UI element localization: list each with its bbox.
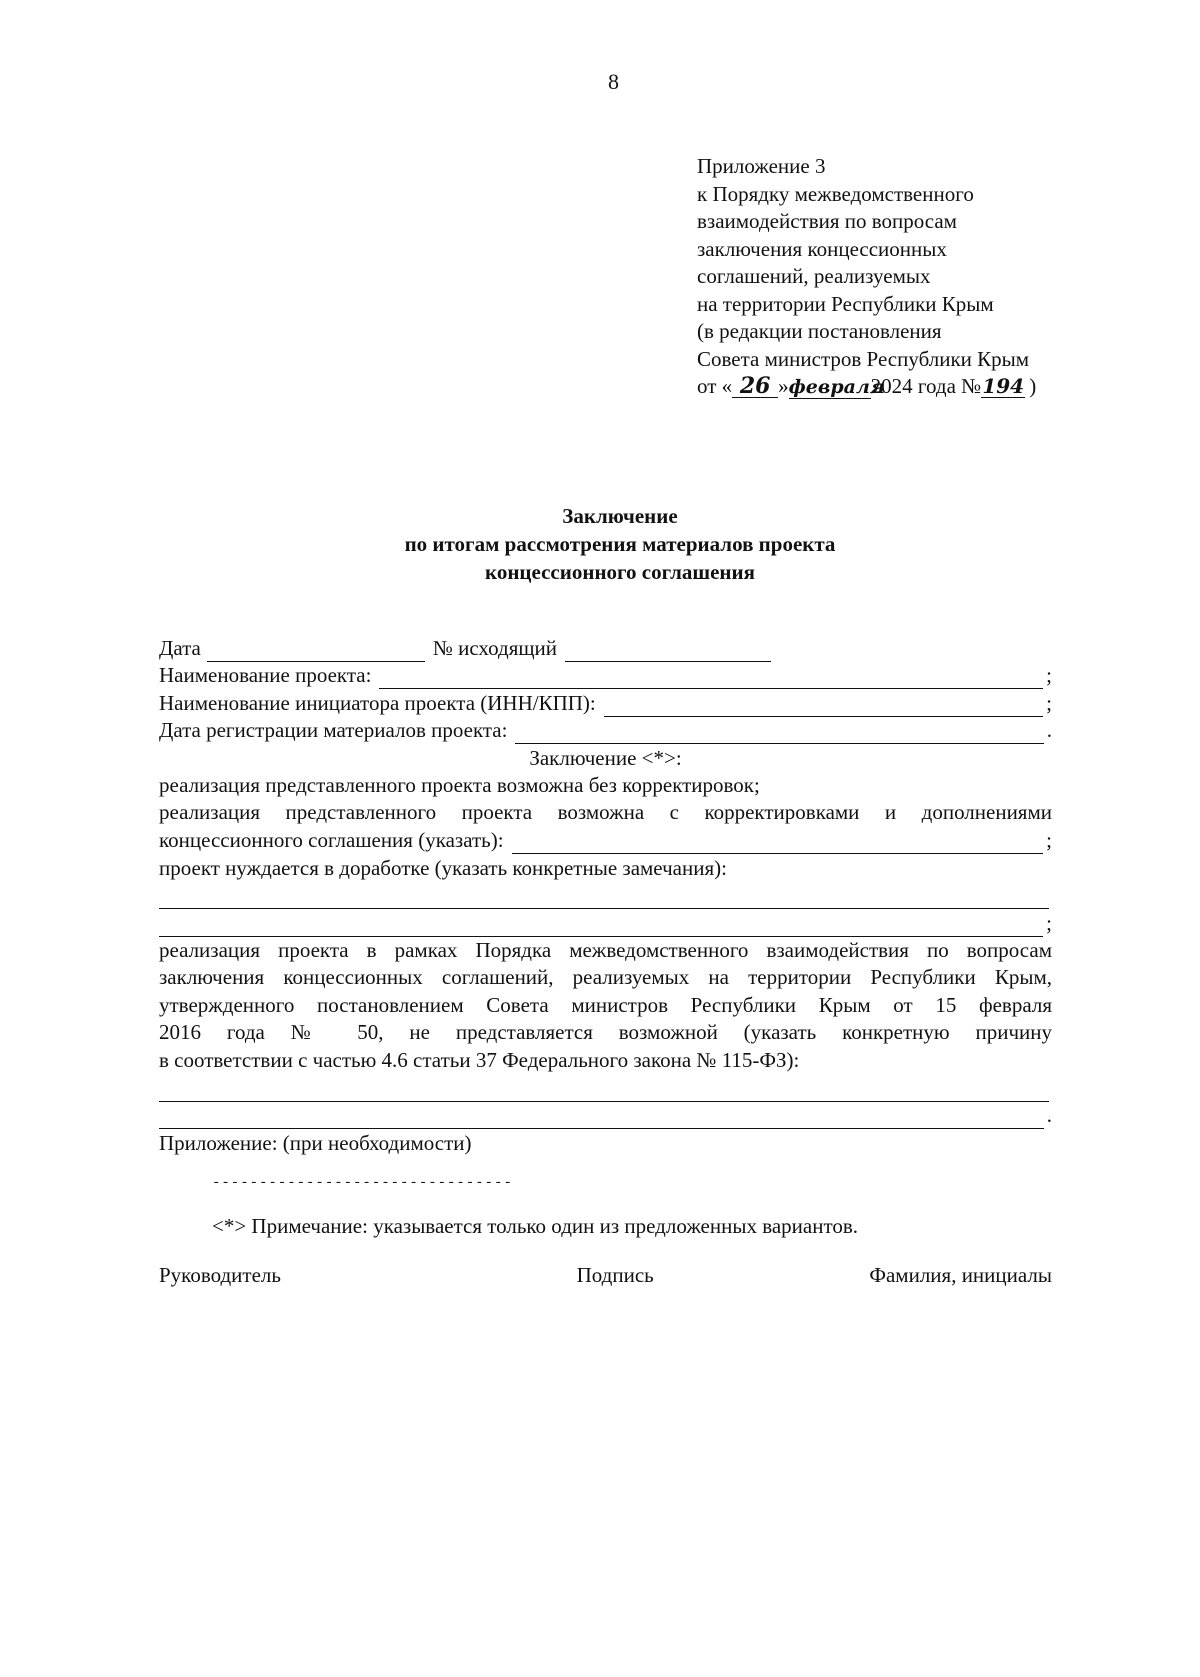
- footnote-text: <*> Примечание: указывается только один из предложенных вариантов.: [212, 1214, 859, 1238]
- date-label: Дата: [159, 635, 201, 660]
- remarks-blank-line: [159, 909, 1052, 937]
- reason-blank-line: [159, 1074, 1052, 1102]
- outgoing-label: № исходящий: [432, 635, 558, 660]
- remarks-field-1[interactable]: [159, 889, 1049, 909]
- registration-row: [159, 717, 1052, 745]
- initiator-field[interactable]: [604, 697, 1043, 717]
- row-period: .: [1046, 1103, 1052, 1127]
- year-text: 2024 года №: [870, 374, 982, 398]
- reason-blank-line: [159, 1102, 1052, 1130]
- reason-field-1[interactable]: [159, 1082, 1049, 1102]
- option-not-possible-line: [159, 1047, 1052, 1075]
- date-field[interactable]: [207, 642, 425, 662]
- appendix-line: к Порядку межведомственного: [697, 181, 974, 206]
- reason-field-2[interactable]: [159, 1109, 1044, 1129]
- signature-head-label: Руководитель: [159, 1263, 281, 1287]
- project-name-row: [159, 662, 1052, 690]
- attachment-row: [159, 1129, 1052, 1157]
- option-with-corrections-line: реализация представленного проекта возможна с корректировками и дополнениями: [159, 800, 1052, 824]
- date-prefix: от «: [697, 374, 733, 398]
- project-name-label: Наименование проекта:: [159, 663, 372, 687]
- handwritten-number: 194: [982, 374, 1025, 398]
- option-needs-revision: [159, 854, 1052, 882]
- row-semicolon: ;: [1046, 663, 1052, 687]
- appendix-line: заключения концессионных: [697, 236, 947, 261]
- option-text: в соответствии с частью 4.6 статьи 37 Федерального закона № 115-ФЗ):: [159, 1048, 800, 1072]
- row-period: .: [1046, 718, 1052, 742]
- registration-label: Дата регистрации материалов проекта:: [159, 718, 508, 742]
- title-line: Заключение: [562, 504, 678, 528]
- option-with-corrections-row: [159, 827, 1052, 855]
- attachment-label: Приложение: (при необходимости): [159, 1130, 472, 1155]
- option-not-possible-line: утвержденного постановлением Совета министров Республики Крым от 15 февраля: [159, 992, 1052, 1017]
- appendix-line: (в редакции постановления: [697, 319, 942, 343]
- project-name-field[interactable]: [379, 669, 1043, 689]
- option-text: проект нуждается в доработке (указать конкретные замечания):: [159, 855, 727, 880]
- option-not-possible-line: заключения концессионных соглашений, реализуемых на территории Республики Крым,: [159, 965, 1052, 989]
- footnote-separator: --------------------------------: [212, 1175, 513, 1191]
- row-semicolon: ;: [1046, 690, 1052, 715]
- appendix-line: Совета министров Республики Крым: [697, 346, 1030, 371]
- conclusion-label: Заключение <*>:: [529, 745, 682, 770]
- appendix-line: взаимодействия по вопросам: [697, 209, 957, 233]
- initiator-label: Наименование инициатора проекта (ИНН/КПП):: [159, 690, 596, 715]
- remarks-field-2[interactable]: [159, 917, 1043, 937]
- month-separator: »: [778, 374, 789, 398]
- option-text: концессионного соглашения (указать):: [159, 828, 504, 852]
- appendix-date-line: [697, 373, 1036, 401]
- document-title: [0, 502, 1200, 586]
- conclusion-form: [159, 634, 1052, 1157]
- appendix-block: [697, 153, 1036, 401]
- appendix-line: на территории Республики Крым: [697, 291, 994, 316]
- title-line: концессионного соглашения: [485, 560, 755, 584]
- option-text: реализация представленного проекта возможна без корректировок;: [159, 773, 760, 797]
- closing-paren: ): [1029, 374, 1037, 398]
- corrections-field[interactable]: [512, 834, 1044, 854]
- option-no-corrections: [159, 772, 1052, 800]
- date-row: [159, 634, 1052, 662]
- registration-date-field[interactable]: [515, 724, 1043, 744]
- title-line: по итогам рассмотрения материалов проекта: [404, 532, 836, 556]
- initiator-row: [159, 689, 1052, 717]
- handwritten-month: февраля: [788, 376, 885, 398]
- appendix-line: Приложение 3: [697, 154, 826, 178]
- outgoing-number-field[interactable]: [565, 642, 771, 662]
- row-semicolon: ;: [1046, 828, 1052, 852]
- row-semicolon: ;: [1046, 910, 1052, 935]
- remarks-blank-line: [159, 882, 1052, 910]
- option-not-possible-line: реализация проекта в рамках Порядка межведомственного взаимодействия по вопросам: [159, 937, 1052, 962]
- conclusion-label-row: [159, 744, 1052, 772]
- signature-block: [159, 1262, 1052, 1289]
- signature-name-label: Фамилия, инициалы: [869, 1263, 1052, 1287]
- option-not-possible-line: 2016 года № 50, не представляется возможной (указать конкретную причину: [159, 1020, 1052, 1044]
- signature-sign-label: Подпись: [576, 1263, 654, 1287]
- page-number: 8: [608, 69, 619, 94]
- appendix-line: соглашений, реализуемых: [697, 264, 931, 288]
- handwritten-day: 26: [732, 375, 778, 398]
